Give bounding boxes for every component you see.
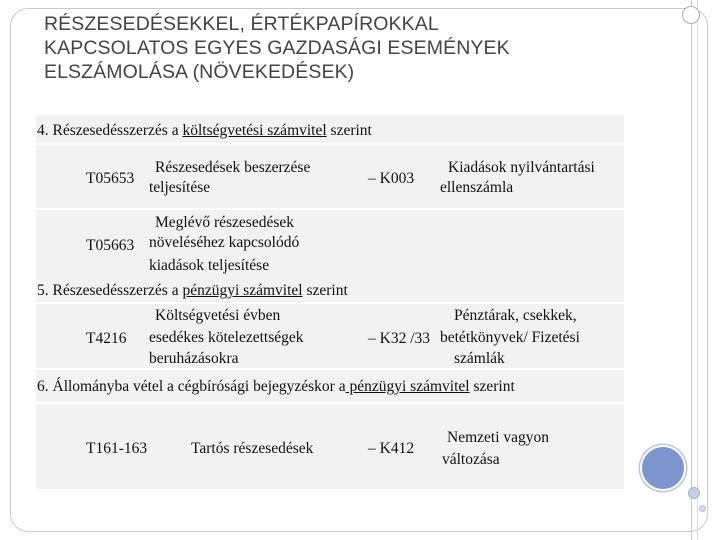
description-line: Meglévő részesedések — [155, 214, 295, 231]
description-line: teljesítése — [149, 179, 211, 196]
account-line: változása — [442, 451, 500, 468]
row-divider — [36, 489, 624, 491]
heading-text: 4. Részesedésszerzés a — [37, 122, 183, 139]
row-divider — [36, 302, 624, 304]
title-line: RÉSZESEDÉSEKKEL, ÉRTÉKPAPÍROKKAL — [44, 13, 439, 35]
decorative-rule — [691, 0, 692, 540]
heading-text: 5. Részesedésszerzés a — [37, 282, 183, 299]
description-line: növeléséhez kapcsolódó — [149, 234, 300, 251]
description-line: Tartós részesedések — [191, 440, 314, 457]
credit-code: – K412 — [368, 440, 415, 457]
row-divider — [36, 208, 624, 210]
section-heading — [37, 281, 348, 300]
heading-text: szerint — [302, 282, 348, 299]
account-line: Nemzeti vagyon — [447, 429, 550, 446]
row-divider — [36, 402, 624, 404]
decorative-circle-icon — [699, 505, 706, 512]
row-divider — [36, 143, 624, 145]
debit-code: T05663 — [86, 237, 135, 254]
title-line: KAPCSOLATOS EGYES GAZDASÁGI ESEMÉNYEK — [44, 37, 510, 59]
debit-code: T4216 — [86, 330, 127, 347]
section-heading — [37, 377, 515, 396]
description-line: Részesedések beszerzése — [155, 159, 311, 176]
description-line: esedékes kötelezettségek — [149, 329, 304, 346]
description-line: Költségvetési évben — [155, 307, 281, 324]
debit-code: T05653 — [86, 170, 135, 187]
credit-code: – K32 /33 — [368, 330, 430, 347]
row-divider — [36, 368, 624, 370]
section-heading — [37, 121, 372, 140]
decorative-circle-icon — [682, 6, 700, 24]
account-line: ellenszámla — [440, 179, 514, 196]
heading-link: pénzügyi számvitel — [182, 282, 303, 299]
decorative-circle-icon — [640, 445, 686, 491]
heading-link: költségvetési számvitel — [182, 122, 327, 139]
account-line: betétkönyvek/ Fizetési — [440, 329, 580, 346]
description-line: kiadások teljesítése — [149, 257, 270, 274]
credit-code: – K003 — [368, 170, 415, 187]
account-line: számlák — [454, 350, 505, 367]
heading-link: pénzügyi számvitel — [345, 378, 470, 395]
heading-text: szerint — [469, 378, 515, 395]
account-line: Kiadások nyilvántartási — [448, 159, 595, 176]
debit-code: T161-163 — [86, 440, 148, 457]
page-title — [44, 12, 644, 84]
heading-text: 6. Állományba vétel a cégbírósági bejegyzéskor a — [37, 378, 346, 395]
description-line: beruházásokra — [149, 350, 239, 367]
heading-text: szerint — [326, 122, 372, 139]
decorative-rule — [697, 0, 698, 540]
decorative-circle-icon — [688, 487, 700, 499]
title-line: ELSZÁMOLÁSA (NÖVEKEDÉSEK) — [44, 61, 355, 83]
account-line: Pénztárak, csekkek, — [454, 307, 577, 324]
